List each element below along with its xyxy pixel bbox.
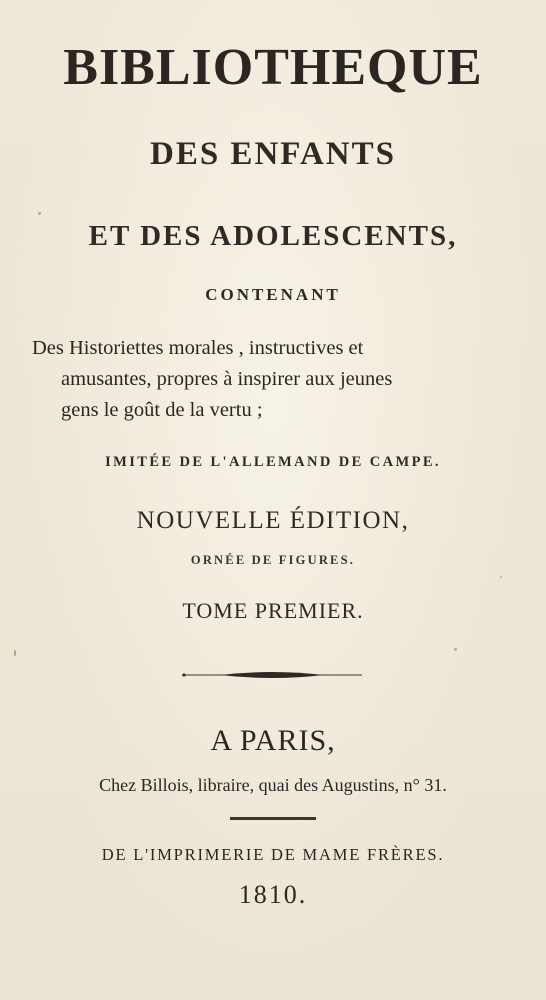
description-line2: amusantes, propres à inspirer aux jeunes: [61, 368, 393, 390]
short-rule: [230, 817, 316, 820]
description-line3: gens le goût de la vertu ;: [61, 399, 263, 421]
description-line1: Des Historiettes morales , instructives et: [32, 337, 364, 359]
tome-line: TOME PREMIER.: [182, 598, 364, 623]
paper-speck: [454, 648, 457, 651]
publisher-line: Chez Billois, libraire, quai des Augustins, n° 31.: [99, 775, 447, 795]
printer-line: DE L'IMPRIMERIE DE MAME FRÈRES.: [101, 845, 445, 864]
paper-speck: [500, 576, 502, 578]
edition-line: NOUVELLE ÉDITION,: [136, 507, 410, 534]
contenant-label: CONTENANT: [205, 285, 341, 304]
paper-speck: [14, 650, 16, 656]
description-block: [32, 333, 520, 426]
book-subtitle-line1: DES ENFANTS: [149, 136, 397, 172]
place-line: A PARIS,: [210, 724, 336, 757]
paper-speck: [38, 212, 41, 215]
imitee-line: IMITÉE DE L'ALLEMAND DE CAMPE.: [105, 454, 441, 470]
year-line: 1810.: [238, 880, 308, 909]
ornamental-rule: [180, 668, 364, 682]
ornee-line: ORNÉE DE FIGURES.: [190, 553, 356, 567]
book-subtitle-line2: ET DES ADOLESCENTS,: [88, 220, 458, 252]
book-title: BIBLIOTHEQUE: [63, 39, 483, 96]
